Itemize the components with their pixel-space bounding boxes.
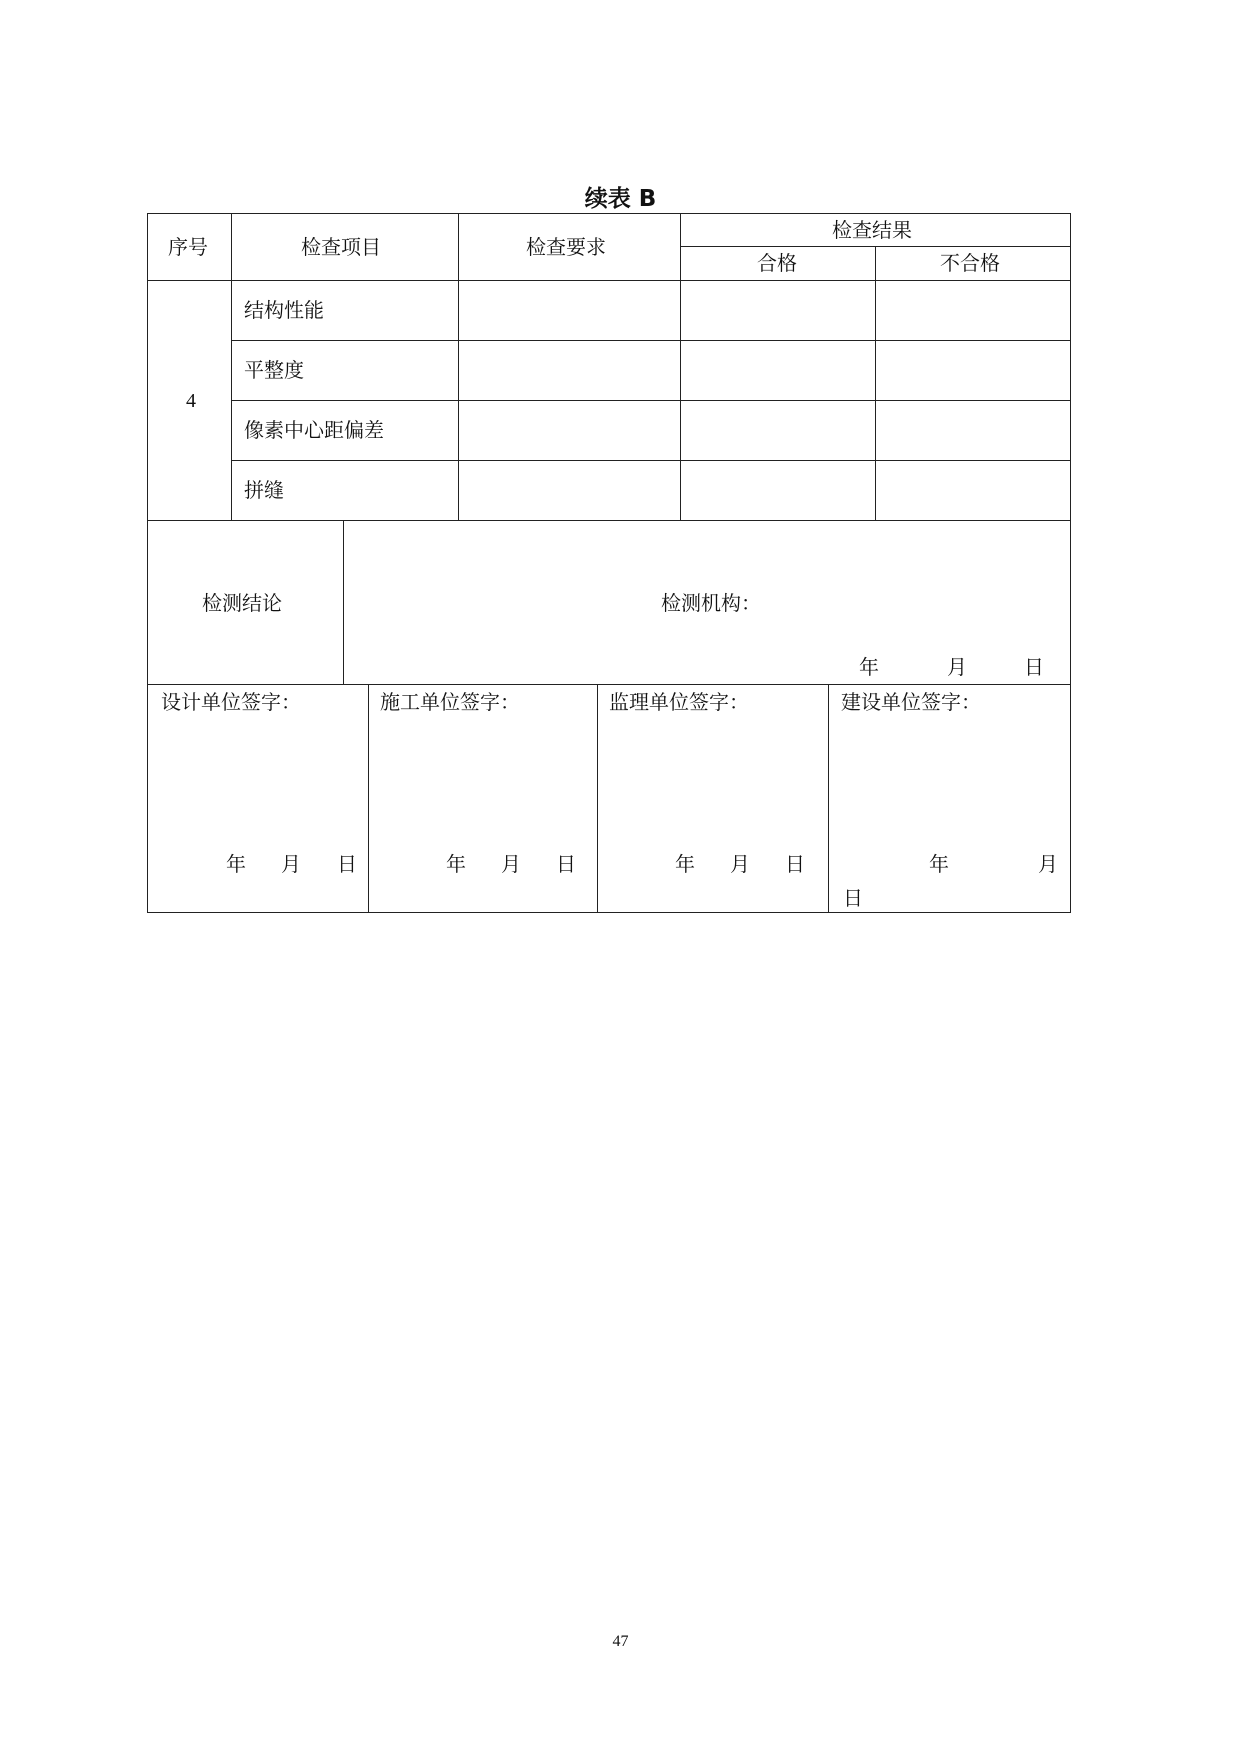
design-unit-signature: 设计单位签字： — [161, 690, 301, 714]
table-line — [231, 400, 1071, 401]
construction-unit-signature: 施工单位签字： — [380, 690, 520, 714]
item-pixel-pitch-deviation: 像素中心距偏差 — [244, 418, 384, 442]
table-line — [147, 213, 1071, 214]
testing-agency-label: 检测机构： — [661, 591, 761, 615]
header-pass: 合格 — [757, 251, 797, 275]
sign-date-month: 月 — [281, 852, 301, 876]
table-line — [368, 684, 369, 913]
sign-date-day: 日 — [556, 852, 576, 876]
table-line — [875, 246, 876, 521]
sign-date-year: 年 — [929, 852, 949, 876]
table-line — [343, 520, 344, 685]
sign-date-year: 年 — [675, 852, 695, 876]
item-seam: 拼缝 — [244, 478, 284, 502]
header-result: 检查结果 — [832, 218, 912, 242]
sign-date-year: 年 — [226, 852, 246, 876]
owner-unit-signature: 建设单位签字： — [841, 690, 981, 714]
conclusion-label: 检测结论 — [202, 591, 282, 615]
table-line — [680, 213, 681, 521]
conclusion-day: 日 — [1024, 655, 1044, 679]
group-number: 4 — [186, 390, 196, 412]
table-line — [1070, 213, 1071, 913]
header-item: 检查项目 — [301, 235, 381, 259]
table-line — [231, 213, 232, 521]
table-line — [147, 280, 1071, 281]
header-requirement: 检查要求 — [526, 235, 606, 259]
conclusion-month: 月 — [947, 655, 967, 679]
table-line — [147, 213, 148, 913]
sign-date-day: 日 — [785, 852, 805, 876]
table-line — [458, 213, 459, 521]
conclusion-year: 年 — [859, 655, 879, 679]
item-structural-performance: 结构性能 — [244, 298, 324, 322]
sign-date-day: 日 — [337, 852, 357, 876]
table-line — [231, 460, 1071, 461]
table-line — [147, 520, 1071, 521]
header-seq: 序号 — [168, 235, 208, 259]
table-line — [147, 912, 1071, 913]
table-line — [828, 684, 829, 913]
sign-date-month: 月 — [730, 852, 750, 876]
sign-date-year: 年 — [446, 852, 466, 876]
sign-date-month: 月 — [1038, 852, 1058, 876]
table-line — [147, 684, 1071, 685]
table-line — [231, 340, 1071, 341]
page-number: 47 — [612, 1633, 629, 1650]
item-flatness: 平整度 — [244, 358, 304, 382]
header-fail: 不合格 — [940, 251, 1000, 275]
table-title: 续表 B — [584, 186, 657, 212]
table-line — [597, 684, 598, 913]
supervision-unit-signature: 监理单位签字： — [609, 690, 749, 714]
sign-date-day: 日 — [843, 886, 863, 910]
sign-date-month: 月 — [501, 852, 521, 876]
